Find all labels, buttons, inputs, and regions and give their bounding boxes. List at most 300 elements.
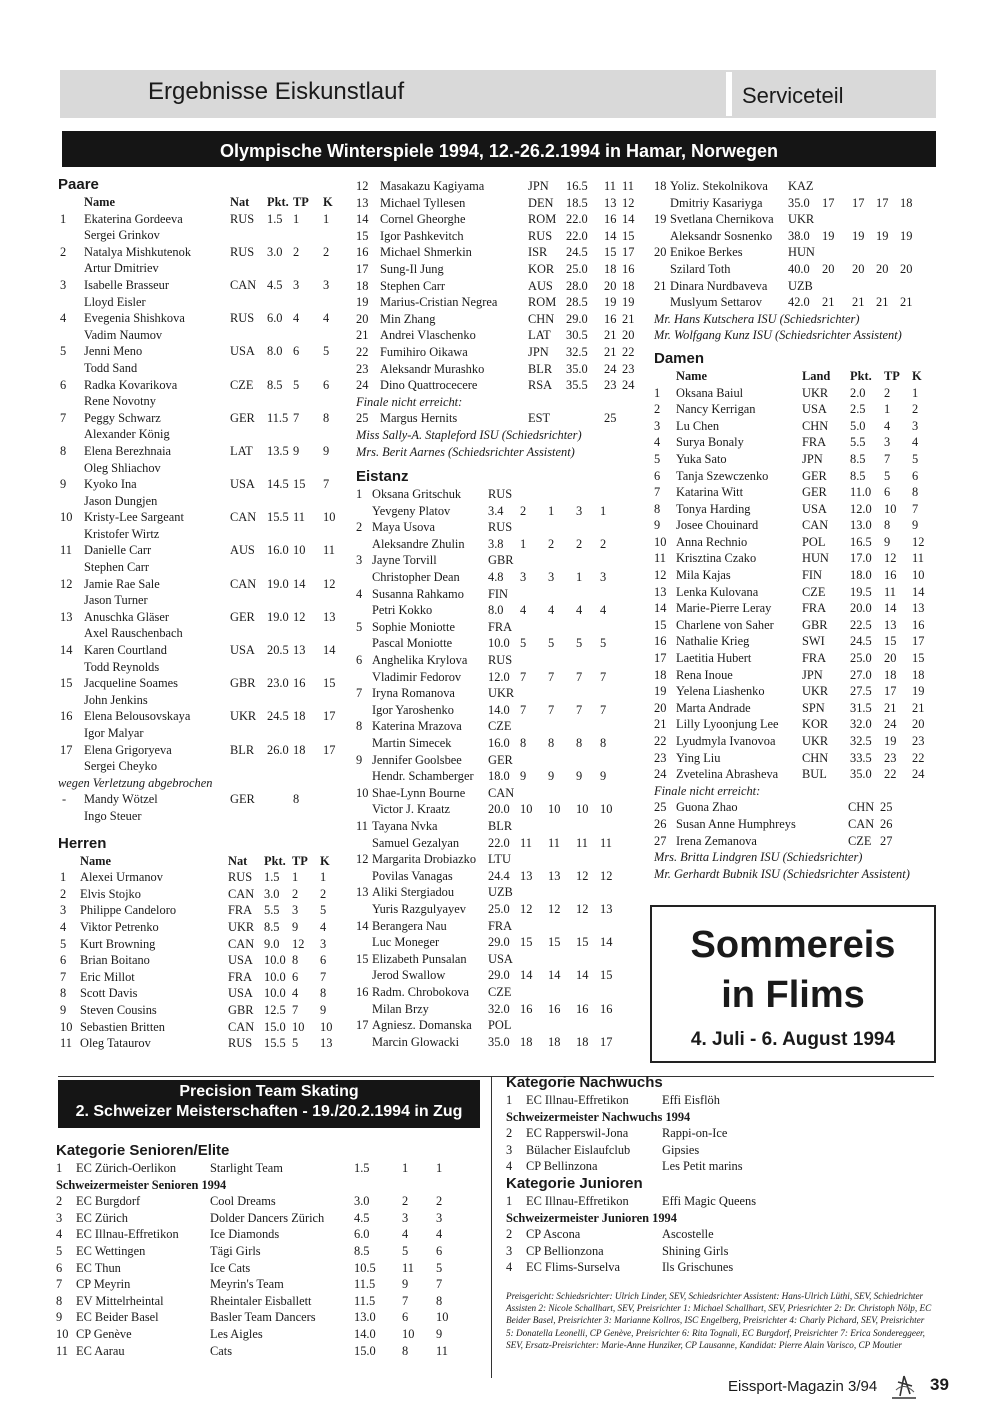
- table-cell: 10: [912, 568, 925, 583]
- table-row: [356, 344, 646, 361]
- table-cell: 4.5: [267, 277, 283, 292]
- table-cell: Susan Anne Humphreys: [676, 816, 796, 831]
- table-row: [506, 1226, 936, 1243]
- table-cell: 3: [576, 503, 583, 518]
- table-cell: EC Burgdorf: [76, 1194, 141, 1209]
- rank-cell: 13: [356, 195, 369, 210]
- table-cell: 32.0: [488, 1001, 510, 1016]
- rank-cell: 12: [654, 568, 667, 583]
- table-cell: 17: [884, 684, 897, 699]
- table-cell: CZE: [488, 984, 512, 999]
- table-cell: 1: [320, 870, 327, 885]
- table-cell: 1: [323, 211, 330, 226]
- rank-cell: 16: [356, 984, 369, 999]
- table-cell: 18: [548, 1034, 561, 1049]
- table-cell: 26: [880, 816, 893, 831]
- table-row: [654, 716, 939, 733]
- table-row: [58, 791, 348, 808]
- table-cell: 12: [884, 551, 897, 566]
- table-cell: 14.5: [267, 477, 289, 492]
- rank-cell: 8: [56, 1293, 63, 1308]
- table-row: [58, 244, 348, 261]
- rank-cell: 10: [356, 785, 369, 800]
- table-cell: CAN: [802, 518, 829, 533]
- table-cell: Dinara Nurdbaveva: [670, 278, 768, 293]
- table-row: [56, 1260, 486, 1277]
- rank-cell: 3: [654, 418, 661, 433]
- rank-cell: 7: [60, 969, 67, 984]
- table-cell: Ascostelle: [662, 1227, 714, 1242]
- table-cell: ROM: [528, 295, 557, 310]
- table-cell: 3: [548, 570, 555, 585]
- table-cell: 2.5: [850, 402, 866, 417]
- table-cell: 21: [876, 295, 889, 310]
- table-cell: 20: [884, 651, 897, 666]
- rank-cell: 14: [654, 601, 667, 616]
- table-cell: 29.0: [566, 311, 588, 326]
- table-cell: 12.5: [264, 1002, 286, 1017]
- table-cell: 11.5: [354, 1293, 376, 1308]
- table-row: [356, 244, 646, 261]
- table-cell: GER: [488, 752, 513, 767]
- table-cell: 3: [402, 1210, 409, 1225]
- table-cell: 25.0: [566, 261, 588, 276]
- table-cell: Eric Millot: [80, 969, 135, 984]
- table-row: [356, 602, 646, 619]
- rank-cell: 6: [56, 1260, 63, 1275]
- table-cell: 4: [293, 311, 300, 326]
- table-cell: 9: [323, 443, 330, 458]
- table-cell: USA: [230, 344, 255, 359]
- rank-cell: 1: [60, 211, 67, 226]
- table-cell: KOR: [528, 261, 555, 276]
- rank-cell: 20: [356, 311, 369, 326]
- table-row: [356, 410, 646, 427]
- rank-cell: 1: [56, 1161, 63, 1175]
- table-cell: Milan Brzy: [372, 1001, 429, 1016]
- table-cell: 10: [323, 510, 336, 525]
- table-cell: 3: [520, 570, 527, 585]
- table-cell: 8: [912, 485, 919, 500]
- table-cell: Tonya Harding: [676, 501, 751, 516]
- table-cell: EC Flims-Surselva: [526, 1260, 620, 1275]
- withdrawal-note: wegen Verletzung abgebrochen: [58, 775, 213, 790]
- table-cell: USA: [228, 986, 253, 1001]
- column-senioren: [56, 1142, 486, 1359]
- rank-cell: 18: [654, 179, 667, 193]
- table-cell: CAN: [848, 816, 875, 831]
- table-cell: 6: [323, 377, 330, 392]
- table-row: [356, 818, 646, 835]
- table-cell: 24.4: [488, 868, 510, 883]
- table-cell: Masakazu Kagiyama: [380, 179, 485, 193]
- table-cell: Jamie Rae Sale: [84, 576, 160, 591]
- table-cell: Nat: [230, 195, 250, 209]
- table-row: [58, 227, 348, 244]
- table-cell: 15.5: [267, 510, 289, 525]
- table-cell: Name: [84, 195, 115, 209]
- table-cell: JPN: [802, 667, 823, 682]
- table-cell: 4: [600, 603, 607, 618]
- table-cell: Starlight Team: [210, 1161, 283, 1175]
- table-row: [58, 592, 348, 609]
- table-cell: 7: [548, 702, 555, 717]
- table-cell: 4: [912, 435, 919, 450]
- table-cell: 2: [323, 244, 330, 259]
- table-cell: FRA: [488, 918, 513, 933]
- rank-cell: 17: [356, 1018, 369, 1033]
- table-cell: Mila Kajas: [676, 568, 731, 583]
- table-row: [58, 559, 348, 576]
- table-cell: EC Thun: [76, 1260, 121, 1275]
- table-cell: GBR: [488, 553, 514, 568]
- table-row: [58, 526, 348, 543]
- table-cell: TP: [292, 853, 308, 868]
- rank-cell: 17: [654, 651, 667, 666]
- table-cell: 5: [884, 468, 891, 483]
- table-cell: Guona Zhao: [676, 800, 738, 815]
- rank-cell: 2: [56, 1194, 63, 1209]
- table-cell: Effi Eisflöh: [662, 1093, 720, 1107]
- table-cell: 15: [600, 968, 613, 983]
- table-row: [58, 886, 348, 903]
- rank-cell: 7: [654, 485, 661, 500]
- table-cell: 11.5: [267, 410, 289, 425]
- table-cell: 3: [436, 1210, 443, 1225]
- rank-cell: 2: [506, 1126, 513, 1141]
- table-cell: 14: [912, 584, 925, 599]
- table-cell: GBR: [802, 617, 828, 632]
- table-cell: John Jenkins: [84, 692, 148, 707]
- junioren-title: Kategorie Junioren: [506, 1174, 643, 1192]
- table-cell: 17: [822, 195, 835, 210]
- table-cell: 16: [293, 676, 306, 691]
- rank-cell: 15: [654, 617, 667, 632]
- table-cell: 12: [548, 901, 561, 916]
- rank-cell: 19: [654, 212, 667, 227]
- table-row: [58, 426, 348, 443]
- table-cell: Ice Cats: [210, 1260, 251, 1275]
- table-cell: UKR: [802, 385, 829, 400]
- table-cell: Meyrin's Team: [210, 1277, 284, 1292]
- table-cell: 35.0: [788, 195, 810, 210]
- table-cell: 16: [912, 617, 925, 632]
- table-cell: 5: [436, 1260, 443, 1275]
- table-cell: 1: [520, 536, 527, 551]
- table-cell: 14: [576, 968, 589, 983]
- column-paare-herren: [58, 176, 348, 1052]
- table-cell: 21: [852, 295, 865, 310]
- table-row: [356, 635, 646, 652]
- table-cell: 5.5: [850, 435, 866, 450]
- table-cell: Cornel Gheorghe: [380, 212, 466, 227]
- table-cell: Irena Zemanova: [676, 833, 757, 848]
- table-cell: Lloyd Eisler: [84, 294, 146, 309]
- table-row: [58, 692, 348, 709]
- table-cell: UKR: [230, 709, 257, 724]
- rank-cell: 4: [506, 1260, 513, 1275]
- table-cell: 8.5: [264, 919, 280, 934]
- table-cell: 11: [402, 1260, 414, 1275]
- table-cell: Victor J. Kraatz: [372, 802, 451, 817]
- table-cell: CZE: [230, 377, 254, 392]
- table-cell: 14: [293, 576, 306, 591]
- table-cell: Michael Tyllesen: [380, 195, 466, 210]
- table-cell: 6.0: [354, 1227, 370, 1242]
- table-cell: USA: [802, 402, 827, 417]
- table-cell: FIN: [488, 586, 508, 601]
- damen-note: Finale nicht erreicht:: [654, 783, 761, 798]
- table-cell: 12: [912, 534, 925, 549]
- herren-title: Herren: [58, 834, 107, 852]
- table-cell: 10.5: [354, 1260, 376, 1275]
- table-cell: 27.5: [850, 684, 872, 699]
- table-cell: 13: [548, 868, 561, 883]
- table-cell: Ingo Steuer: [84, 808, 142, 823]
- rank-cell: 22: [356, 344, 369, 359]
- table-cell: Aliki Stergiadou: [372, 885, 455, 900]
- table-cell: Fumihiro Oikawa: [380, 344, 468, 359]
- rank-cell: 13: [60, 609, 73, 624]
- table-cell: CHN: [802, 750, 829, 765]
- table-cell: GBR: [230, 676, 256, 691]
- table-cell: 12: [323, 576, 336, 591]
- table-cell: 3: [884, 435, 891, 450]
- table-row: [58, 808, 348, 825]
- table-row: [654, 484, 939, 501]
- table-row: [58, 609, 348, 626]
- rank-cell: 13: [654, 584, 667, 599]
- table-cell: 10: [402, 1326, 415, 1341]
- table-cell: 11: [548, 835, 560, 850]
- table-cell: Effi Magic Queens: [662, 1193, 757, 1208]
- table-row: [58, 410, 348, 427]
- rank-cell: 9: [654, 518, 661, 533]
- table-cell: 3: [292, 903, 299, 918]
- section-title: Ergebnisse Eiskunstlauf: [148, 78, 405, 105]
- table-cell: 9: [292, 919, 299, 934]
- table-row: [356, 195, 646, 212]
- olympics-title-bar: Olympische Winterspiele 1994, 12.-26.2.1994 in Hamar, Norwegen: [62, 131, 936, 167]
- table-row: [356, 785, 646, 802]
- table-cell: EC Beider Basel: [76, 1310, 159, 1325]
- table-cell: 15: [548, 935, 561, 950]
- service-title: Serviceteil: [742, 83, 844, 108]
- table-cell: 13: [912, 601, 925, 616]
- table-cell: 4: [323, 311, 330, 326]
- table-row: [56, 1210, 486, 1227]
- table-cell: 11.0: [850, 485, 872, 500]
- table-cell: Agniesz. Domanska: [372, 1018, 472, 1033]
- table-cell: 20: [852, 261, 865, 276]
- table-cell: 4: [292, 986, 299, 1001]
- table-cell: 1: [402, 1161, 409, 1175]
- table-cell: 6: [912, 468, 919, 483]
- table-row: [654, 501, 939, 518]
- table-cell: 19: [622, 295, 635, 310]
- table-row: [58, 476, 348, 493]
- table-cell: 22.5: [850, 617, 872, 632]
- table-cell: 20: [900, 261, 913, 276]
- table-cell: 19.5: [850, 584, 872, 599]
- table-row: [356, 552, 646, 569]
- rank-cell: 14: [356, 918, 369, 933]
- table-cell: Yelena Liashenko: [676, 684, 765, 699]
- table-cell: 3: [293, 277, 300, 292]
- table-cell: K: [320, 853, 330, 868]
- table-cell: AUS: [528, 278, 553, 293]
- table-cell: 17: [912, 634, 925, 649]
- table-cell: 17: [622, 245, 635, 260]
- table-header: [58, 853, 348, 870]
- table-cell: USA: [228, 953, 253, 968]
- table-cell: CAN: [488, 785, 515, 800]
- table-cell: Alexander König: [84, 427, 170, 442]
- table-cell: CHN: [802, 418, 829, 433]
- table-cell: Jerod Swallow: [372, 968, 446, 983]
- table-cell: 16: [604, 311, 617, 326]
- rank-cell: 17: [356, 261, 369, 276]
- table-cell: 10: [520, 802, 533, 817]
- table-cell: 9: [884, 534, 891, 549]
- table-row: [654, 401, 939, 418]
- table-cell: 10: [293, 543, 306, 558]
- table-cell: 4: [884, 418, 891, 433]
- table-cell: 1.5: [264, 870, 280, 885]
- table-cell: Szilard Toth: [670, 261, 731, 276]
- table-row: [356, 211, 646, 228]
- rank-cell: 17: [60, 742, 73, 757]
- rank-cell: 2: [654, 402, 661, 417]
- table-cell: 8: [436, 1293, 443, 1308]
- table-cell: SWI: [802, 634, 825, 649]
- table-cell: 10: [884, 501, 897, 516]
- table-cell: Peggy Schwarz: [84, 410, 161, 425]
- table-cell: Luc Moneger: [372, 935, 440, 950]
- table-cell: 11: [436, 1343, 448, 1358]
- table-row: [356, 503, 646, 520]
- table-header: [58, 194, 348, 211]
- table-cell: Yuka Sato: [676, 451, 727, 466]
- table-cell: 9: [320, 1002, 327, 1017]
- table-cell: Sebastien Britten: [80, 1019, 165, 1034]
- rank-cell: 4: [356, 586, 363, 601]
- table-cell: Jennifer Goolsbee: [372, 752, 462, 767]
- table-cell: 3.0: [354, 1194, 370, 1209]
- table-cell: CAN: [230, 510, 257, 525]
- table-cell: 24.5: [267, 709, 289, 724]
- table-cell: Igor Pashkevitch: [380, 228, 464, 243]
- table-cell: EC Wettingen: [76, 1243, 146, 1258]
- table-cell: AUS: [230, 543, 255, 558]
- rank-cell: 14: [60, 643, 73, 658]
- rank-cell: 23: [356, 361, 369, 376]
- table-row: [58, 1002, 348, 1019]
- table-cell: Michael Shmerkin: [380, 245, 472, 260]
- rank-cell: 4: [56, 1227, 63, 1242]
- table-row: [506, 1092, 936, 1109]
- table-cell: 6: [436, 1243, 443, 1258]
- table-cell: 7: [576, 702, 583, 717]
- herren-note: Finale nicht erreicht:: [356, 394, 463, 409]
- table-cell: 9: [520, 769, 527, 784]
- table-cell: FRA: [488, 619, 513, 634]
- table-cell: 5: [912, 451, 919, 466]
- table-row: [506, 1158, 936, 1175]
- rank-cell: 1: [60, 870, 67, 885]
- table-cell: 2: [293, 244, 300, 259]
- table-cell: 16.5: [566, 179, 588, 193]
- table-cell: RUS: [528, 228, 553, 243]
- table-row: [356, 278, 646, 295]
- table-cell: EC Illnau-Effretikon: [526, 1093, 629, 1107]
- rank-cell: 1: [654, 385, 661, 400]
- table-cell: 18: [293, 709, 306, 724]
- table-cell: 27.0: [850, 667, 872, 682]
- table-row: [356, 327, 646, 344]
- table-cell: 17: [323, 709, 336, 724]
- table-cell: 13: [604, 195, 617, 210]
- table-row: [356, 311, 646, 328]
- table-cell: 16: [884, 568, 897, 583]
- table-row: [356, 586, 646, 603]
- table-row: [654, 517, 939, 534]
- table-cell: Stephen Carr: [380, 278, 446, 293]
- table-cell: 1: [436, 1161, 443, 1175]
- table-cell: 15: [576, 935, 589, 950]
- table-cell: Todd Reynolds: [84, 659, 160, 674]
- table-cell: Samuel Gezalyan: [372, 835, 460, 850]
- table-cell: 2: [320, 886, 327, 901]
- table-cell: 7: [320, 969, 327, 984]
- table-cell: 1: [293, 211, 300, 226]
- table-row: [506, 1243, 936, 1260]
- table-cell: Ekaterina Gordeeva: [84, 211, 183, 226]
- judge-line: Mr. Hans Kutschera ISU (Schiedsrichter): [654, 311, 860, 326]
- table-cell: 40.0: [788, 261, 810, 276]
- rank-cell: 1: [506, 1193, 513, 1208]
- table-cell: EST: [528, 411, 551, 426]
- precision-subtitle: 2. Schweizer Meisterschaften - 19./20.2.1994 in Zug: [75, 1103, 463, 1120]
- table-row: [58, 377, 348, 394]
- table-row: [58, 310, 348, 327]
- table-cell: 13.5: [267, 443, 289, 458]
- table-row: [356, 1001, 646, 1018]
- table-cell: Laetitia Hubert: [676, 651, 752, 666]
- table-cell: CAN: [228, 936, 255, 951]
- table-row: [654, 244, 939, 261]
- table-cell: KOR: [802, 717, 829, 732]
- table-row: [58, 642, 348, 659]
- table-row: [356, 486, 646, 503]
- table-cell: Yuris Razgulyayev: [372, 901, 466, 916]
- rank-cell: 24: [654, 767, 667, 782]
- table-cell: Isabelle Brasseur: [84, 277, 169, 292]
- column-eistanz-damen: [654, 178, 939, 882]
- table-cell: 8: [576, 736, 583, 750]
- table-cell: 14.0: [354, 1326, 376, 1341]
- table-cell: Land: [802, 368, 831, 383]
- table-row: [356, 178, 646, 195]
- table-cell: Charlene von Saher: [676, 617, 774, 632]
- table-cell: 16: [622, 261, 635, 276]
- table-cell: 3.4: [488, 503, 504, 518]
- table-cell: 35.0: [566, 361, 588, 376]
- table-cell: 20.0: [850, 601, 872, 616]
- table-row: [356, 901, 646, 918]
- table-cell: Lyudmyla Ivanovoa: [676, 734, 776, 748]
- table-row: [356, 984, 646, 1001]
